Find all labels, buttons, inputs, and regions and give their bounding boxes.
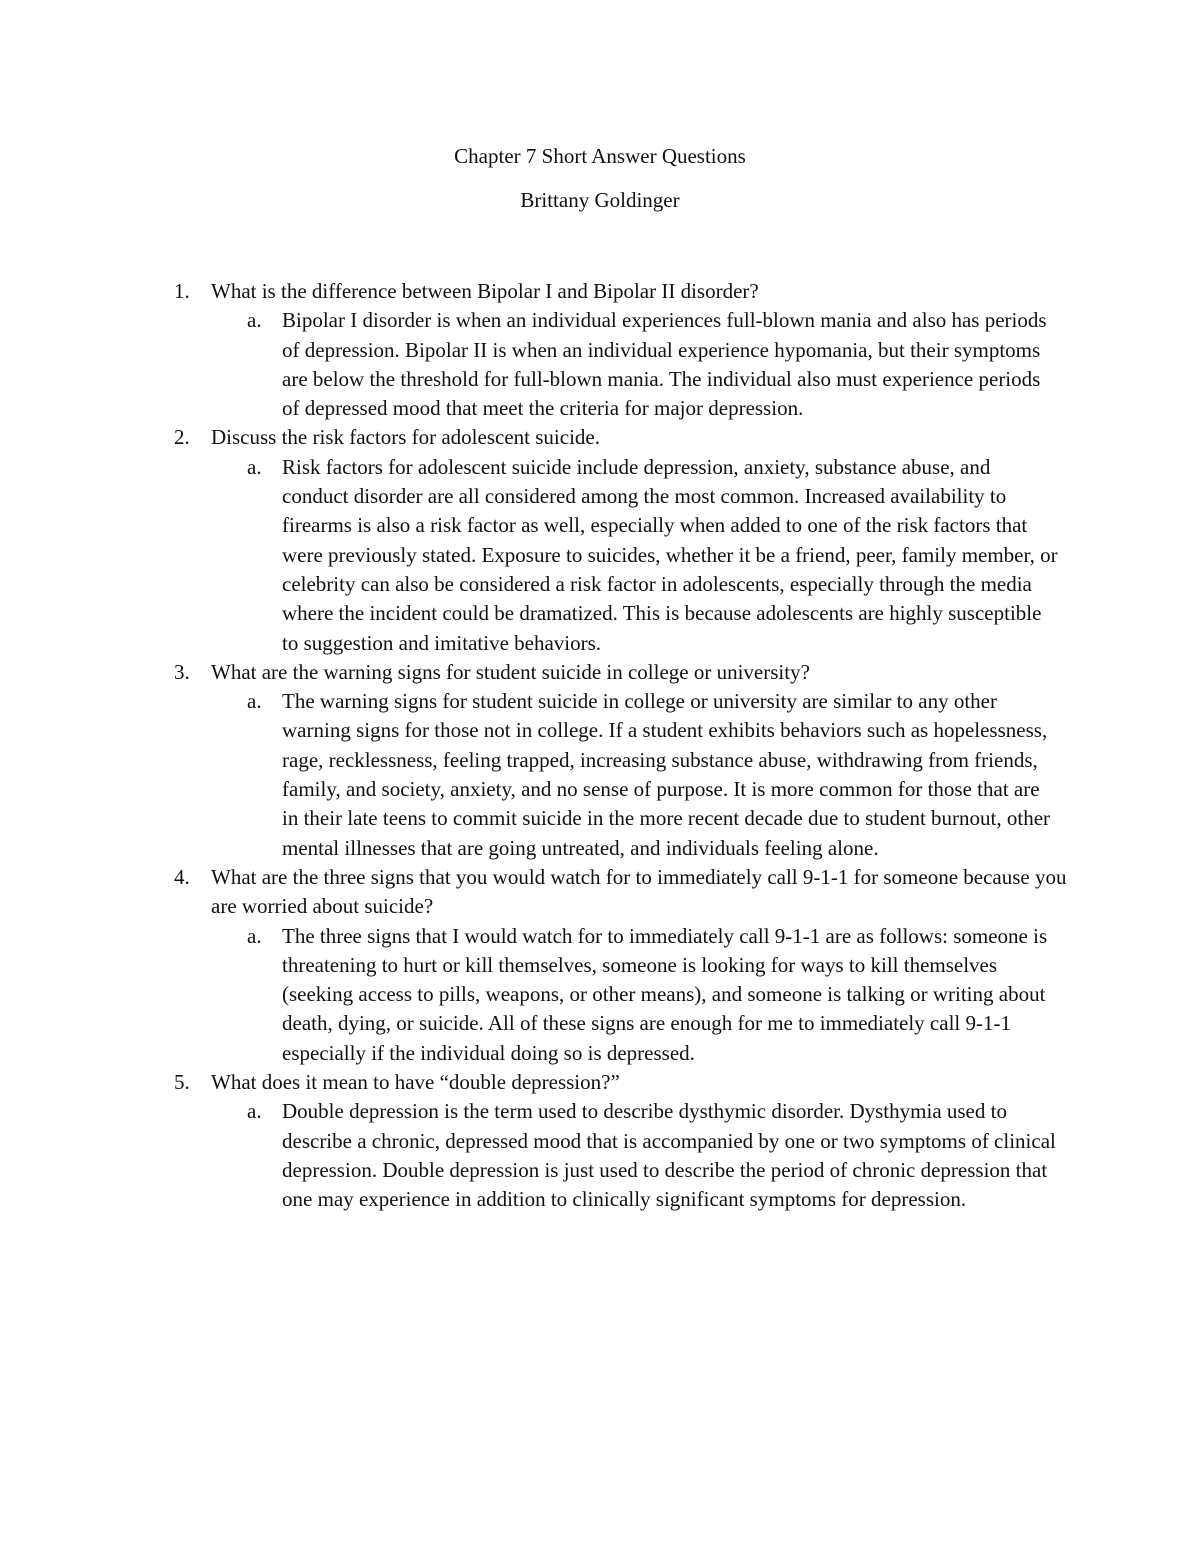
answer-text: The three signs that I would watch for to immediately call 9-1-1 are as follows: someone is threatening to hurt or kill themselves, someone is looking for ways to kill themselves (seeking access to pills, weapons, or other means), and someone is talking or writing about death, dying, or suicide. All of these signs are enough for me to immediately call 9-1-1 especially if the individual doing so is depressed. (282, 923, 1048, 1065)
question-number: 4. (174, 864, 190, 889)
question-item-4 (0, 863, 1071, 1068)
answer-letter: a. (247, 923, 262, 948)
author-name: Brittany Goldinger (520, 188, 680, 212)
answer-item (247, 453, 1060, 658)
question-item-3 (0, 658, 1071, 863)
question-item-1 (0, 277, 1071, 423)
question-item-2 (0, 423, 1071, 657)
answer-text: Risk factors for adolescent suicide include depression, anxiety, substance abuse, and conduct disorder are all considered among the most common. Increased availability to firearms is also a risk factor as well, especially when added to one of the risk factors that were previously stated. Exposure to suicides, whether it be a friend, peer, family member, or celebrity can also be considered a risk factor in adolescents, especially through the media where the incident could be dramatized. This is because adolescents are highly susceptible to suggestion and imitative behaviors. (282, 454, 1058, 655)
question-number: 3. (174, 659, 190, 684)
answer-item (247, 1097, 1060, 1214)
question-text: What is the difference between Bipolar I and Bipolar II disorder? (211, 279, 759, 303)
document-title: Chapter 7 Short Answer Questions (454, 144, 746, 168)
question-text: Discuss the risk factors for adolescent suicide. (211, 425, 600, 450)
question-text: What does it mean to have “double depression?” (211, 1070, 620, 1095)
question-text: What are the three signs that you would watch for to immediately call 9-1-1 for someone because you are worried about suicide? (211, 864, 1067, 919)
answer-item (247, 922, 1060, 1068)
answer-letter: a. (247, 1099, 262, 1124)
answer-text: Double depression is the term used to describe dysthymic disorder. Dysthymia used to describe a chronic, depressed mood that is accompanied by one or two symptoms of clinical depression. Double depression is just used to describe the period of chronic depression that one may experience in addition to clinically significant symptoms for depression. (282, 1099, 1056, 1212)
answer-item (247, 687, 1060, 863)
answer-letter: a. (247, 308, 262, 333)
answer-text: The warning signs for student suicide in college or university are similar to any other warning signs for those not in college. If a student exhibits behaviors such as hopelessness, rage, recklessness, feeling trapped, increasing substance abuse, withdrawing from friends, family, and society, anxiety, and no sense of purpose. It is more common for those that are in their late teens to commit suicide in the more recent decade due to student burnout, other mental illnesses that are going untreated, and individuals feeling alone. (282, 689, 1051, 860)
answer-text: Bipolar I disorder is when an individual experiences full-blown mania and also has periods of depression. Bipolar II is when an individual experience hypomania, but their symptoms are below the threshold for full-blown mania. The individual also must experience periods of depressed mood that meet the criteria for major depression. (282, 308, 1047, 421)
question-number: 2. (174, 425, 190, 450)
answer-item (247, 306, 1060, 423)
answer-letter: a. (247, 454, 262, 479)
question-text: What are the warning signs for student suicide in college or university? (211, 659, 810, 684)
question-item-5 (0, 1068, 1071, 1214)
question-list (0, 277, 1200, 1215)
answer-letter: a. (247, 689, 262, 714)
question-number: 5. (174, 1070, 190, 1095)
question-number: 1. (174, 279, 190, 303)
